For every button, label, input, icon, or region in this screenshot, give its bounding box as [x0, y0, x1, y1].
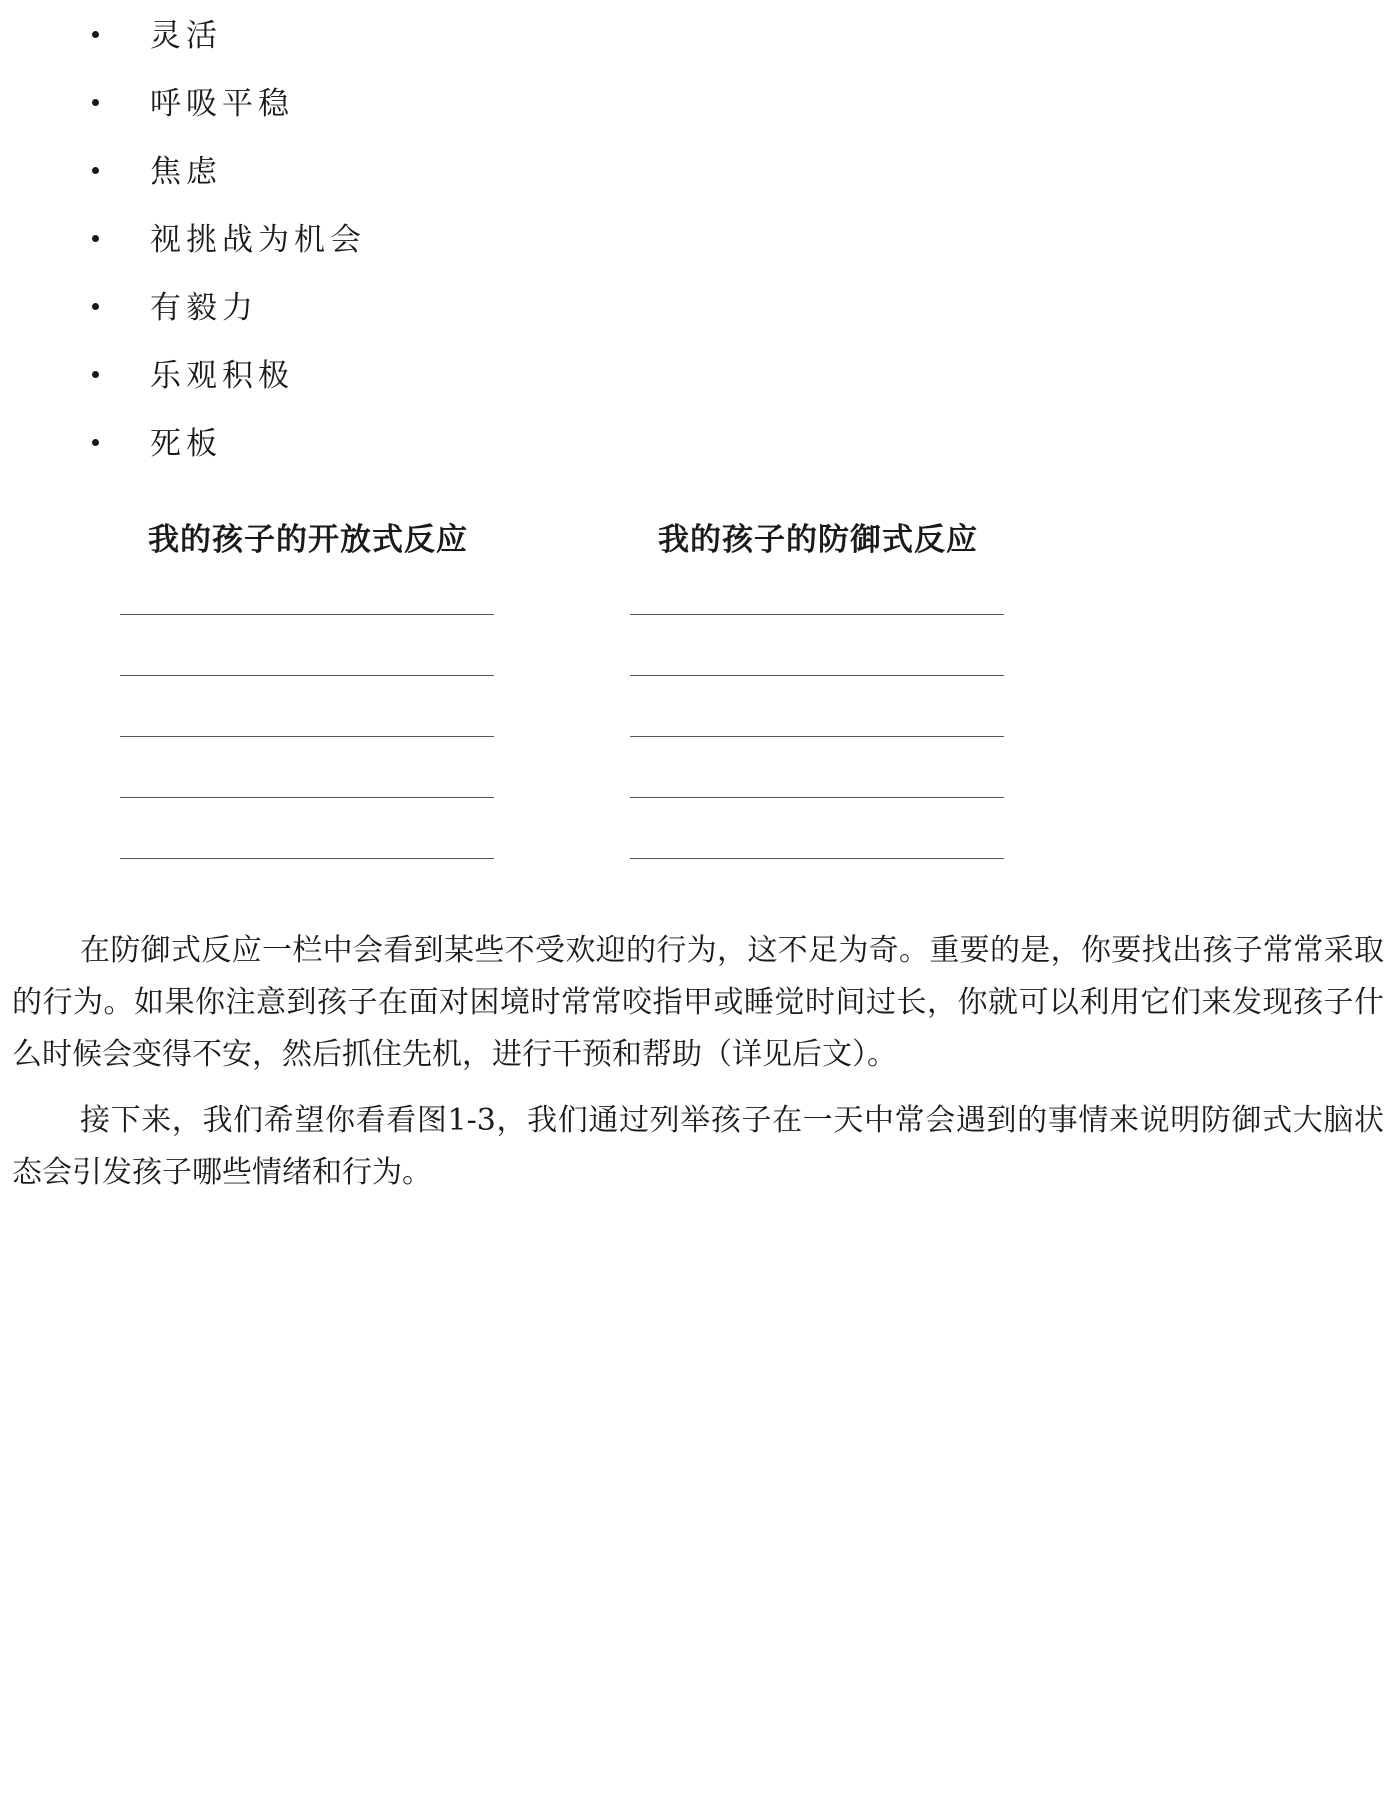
trait-label: 死板 [150, 426, 222, 462]
answer-line[interactable] [630, 614, 1004, 615]
list-item [0, 152, 600, 192]
answer-line[interactable] [120, 675, 494, 676]
list-item [0, 220, 600, 260]
answer-line[interactable] [120, 858, 494, 859]
bullet-icon [92, 235, 99, 242]
answer-line[interactable] [630, 675, 1004, 676]
answer-line[interactable] [630, 736, 1004, 737]
trait-label: 呼吸平稳 [150, 86, 294, 122]
answer-line[interactable] [120, 736, 494, 737]
list-item [0, 424, 600, 464]
trait-label: 视挑战为机会 [150, 222, 366, 258]
bullet-icon [92, 303, 99, 310]
bullet-icon [92, 439, 99, 446]
answer-line[interactable] [630, 858, 1004, 859]
list-item [0, 356, 600, 396]
answer-line[interactable] [630, 797, 1004, 798]
open-response-header: 我的孩子的开放式反应 [148, 522, 468, 558]
answer-line[interactable] [120, 797, 494, 798]
list-item [0, 16, 600, 56]
trait-label: 乐观积极 [150, 358, 294, 394]
bullet-icon [92, 371, 99, 378]
defensive-response-header: 我的孩子的防御式反应 [658, 522, 978, 558]
bullet-icon [92, 31, 99, 38]
trait-label: 灵活 [150, 18, 222, 54]
trait-label: 有毅力 [150, 290, 258, 326]
body-paragraph: 在防御式反应一栏中会看到某些不受欢迎的行为，这不足为奇。重要的是，你要找出孩子常常采取的行为。如果你注意到孩子在面对困境时常常咬指甲或睡觉时间过长，你就可以利用它们来发现孩子什么时候会变得不安，然后抓住先机，进行干预和帮助（详见后文）。 [12, 933, 1384, 1072]
list-item [0, 84, 600, 124]
trait-label: 焦虑 [150, 154, 222, 190]
body-paragraph: 接下来，我们希望你看看图1-3，我们通过列举孩子在一天中常会遇到的事情来说明防御式大脑状态会引发孩子哪些情绪和行为。 [12, 1103, 1384, 1190]
bullet-icon [92, 99, 99, 106]
bullet-icon [92, 167, 99, 174]
answer-line[interactable] [120, 614, 494, 615]
list-item [0, 288, 600, 328]
